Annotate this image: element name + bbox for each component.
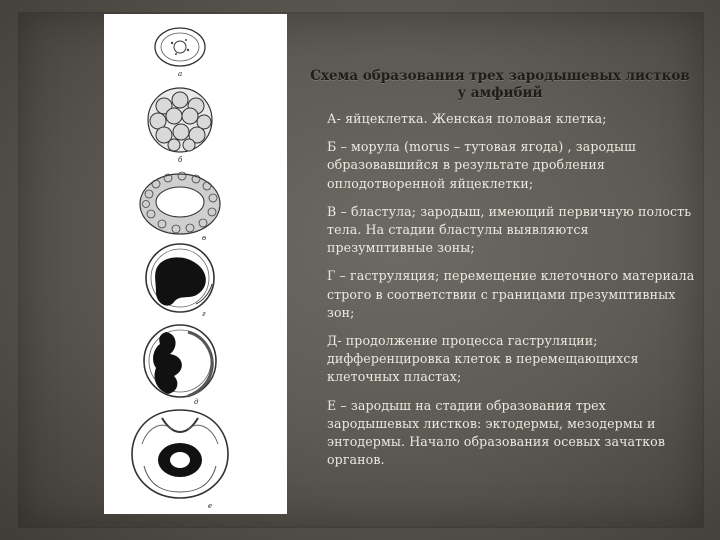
figure-label-v: в: [202, 234, 207, 242]
stage-description-v: В – бластула; зародыш, имеющий первичную полость тела. На стадии бластулы выявляются презумптивные зоны;: [327, 203, 692, 256]
stages-description: [327, 110, 697, 479]
stage-description-b: Б – морула (morus – тутовая ягода) , зародыш образовавшийся в результате дробления оплодотворенной яйцеклетки;: [327, 139, 636, 191]
stage-description-e: Е – зародыш на стадии образования трех зародышевых листков: эктодермы, мезодермы и энтодермы. Начало образования осевых зачатков органов.: [327, 397, 666, 468]
stage-egg-cell: [155, 28, 205, 78]
stage-description-d: Д- продолжение процесса гаструляции; дифференцировка клеток в перемещающихся клеточных пластах;: [327, 333, 639, 385]
slide-title-line-2: у амфибий: [457, 85, 543, 101]
figure-label-a: а: [178, 70, 183, 78]
stage-gastrulation: [146, 244, 214, 318]
figure-label-e: е: [208, 502, 213, 510]
stage-description-g: Г – гаструляция; перемещение клеточного материала строго в соответствии с границами презумптивных зон;: [327, 268, 695, 320]
stage-description-a: А- яйцеклетка. Женская половая клетка;: [327, 111, 607, 126]
embryo-figure-panel: [104, 14, 287, 514]
stage-gastrulation-continued: [144, 325, 216, 406]
figure-label-b: б: [178, 156, 183, 164]
figure-label-g: г: [202, 310, 206, 318]
stage-three-germ-layers: [132, 410, 228, 510]
stage-blastula: [140, 172, 220, 242]
slide-title: [300, 68, 700, 102]
embryo-stages-illustration: [104, 14, 287, 514]
figure-label-d: д: [194, 398, 199, 406]
slide-title-line-1: Схема образования трех зародышевых листков: [310, 68, 690, 84]
stage-morula: [148, 88, 212, 164]
